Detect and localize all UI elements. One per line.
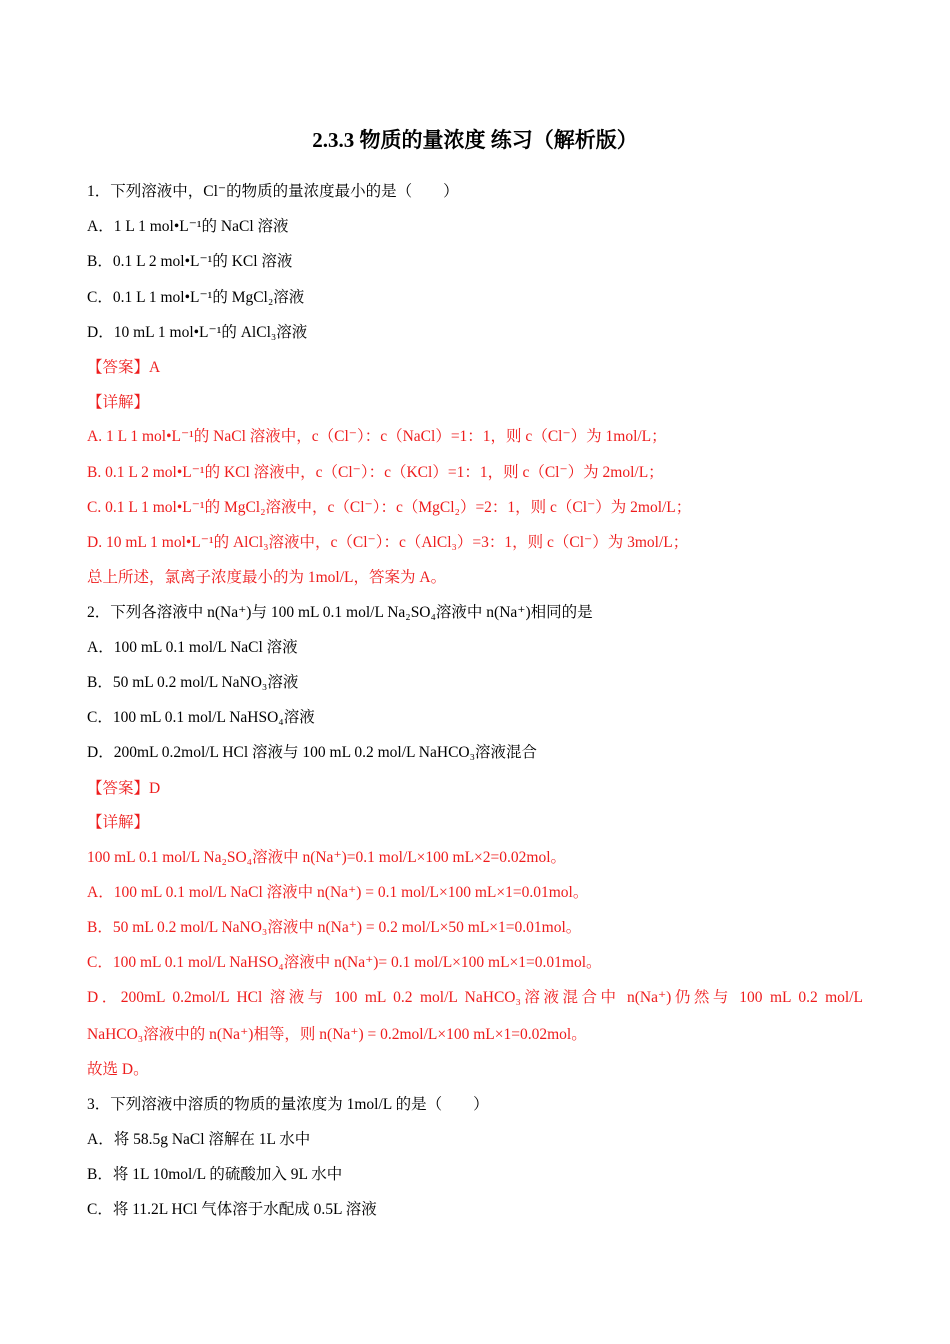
question-line: B．0.1 L 2 mol•L⁻¹的 KCl 溶液 [87, 253, 293, 270]
question-line: A．将 58.5g NaCl 溶解在 1L 水中 [87, 1131, 311, 1148]
answer-line: A．100 mL 0.1 mol/L NaCl 溶液中 n(Na⁺) = 0.1 mol/L×100 mL×1=0.01mol。 [87, 884, 589, 901]
answer-line: 【详解】 [87, 394, 150, 411]
answer-line: C．100 mL 0.1 mol/L NaHSO₄溶液中 n(Na⁺)= 0.1 mol/L×100 mL×1=0.01mol。 [87, 954, 602, 971]
question-line: D．10 mL 1 mol•L⁻¹的 AlCl₃溶液 [87, 324, 308, 341]
answer-line: B. 0.1 L 2 mol•L⁻¹的 KCl 溶液中，c（Cl⁻）：c（KCl）=1：1，则 c（Cl⁻）为 2mol/L； [87, 464, 664, 481]
question-line: C．100 mL 0.1 mol/L NaHSO₄溶液 [87, 709, 315, 726]
answer-line: 【答案】D [87, 780, 161, 797]
page-title: 2.3.3 物质的量浓度 练习（解析版） [312, 128, 638, 152]
question-line: C．0.1 L 1 mol•L⁻¹的 MgCl₂溶液 [87, 289, 305, 306]
question-line: A．100 mL 0.1 mol/L NaCl 溶液 [87, 639, 298, 656]
answer-line: 【答案】A [87, 359, 161, 376]
question-line: D．200mL 0.2mol/L HCl 溶液与 100 mL 0.2 mol/L NaHCO₃溶液混合 [87, 744, 538, 761]
answer-line: A. 1 L 1 mol•L⁻¹的 NaCl 溶液中，c（Cl⁻）：c（NaCl）=1：1，则 c（Cl⁻）为 1mol/L； [87, 428, 667, 445]
answer-line: B．50 mL 0.2 mol/L NaNO₃溶液中 n(Na⁺) = 0.2 mol/L×50 mL×1=0.01mol。 [87, 919, 582, 936]
question-line: B．50 mL 0.2 mol/L NaNO₃溶液 [87, 674, 299, 691]
answer-line: C. 0.1 L 1 mol•L⁻¹的 MgCl₂溶液中，c（Cl⁻）：c（MgCl₂）=2：1，则 c（Cl⁻）为 2mol/L； [87, 499, 692, 516]
question-line: 3．下列溶液中溶质的物质的量浓度为 1mol/L 的是（ ） [87, 1096, 489, 1113]
question-line: C．将 11.2L HCl 气体溶于水配成 0.5L 溶液 [87, 1201, 377, 1218]
question-line: 1．下列溶液中，Cl⁻的物质的量浓度最小的是（ ） [87, 183, 459, 200]
answer-line: NaHCO₃溶液中的 n(Na⁺)相等，则 n(Na⁺) = 0.2mol/L×100 mL×1=0.02mol。 [87, 1026, 587, 1043]
answer-line: 【详解】 [87, 814, 150, 831]
answer-line: D．200mL 0.2mol/L HCl 溶液与 100 mL 0.2 mol/L NaHCO₃溶液混合中 n(Na⁺)仍然与 100 mL 0.2 mol/L [87, 989, 863, 1006]
question-line: A．1 L 1 mol•L⁻¹的 NaCl 溶液 [87, 218, 289, 235]
answer-line: 100 mL 0.1 mol/L Na₂SO₄溶液中 n(Na⁺)=0.1 mol/L×100 mL×2=0.02mol。 [87, 849, 567, 866]
answer-line: 总上所述，氯离子浓度最小的为 1mol/L，答案为 A。 [87, 569, 447, 586]
answer-line: D. 10 mL 1 mol•L⁻¹的 AlCl₃溶液中，c（Cl⁻）：c（AlCl₃）=3：1，则 c（Cl⁻）为 3mol/L； [87, 534, 689, 551]
answer-line: 故选 D。 [87, 1061, 149, 1078]
question-line: 2．下列各溶液中 n(Na⁺)与 100 mL 0.1 mol/L Na₂SO₄溶液中 n(Na⁺)相同的是 [87, 604, 593, 621]
question-line: B．将 1L 10mol/L 的硫酸加入 9L 水中 [87, 1166, 343, 1183]
